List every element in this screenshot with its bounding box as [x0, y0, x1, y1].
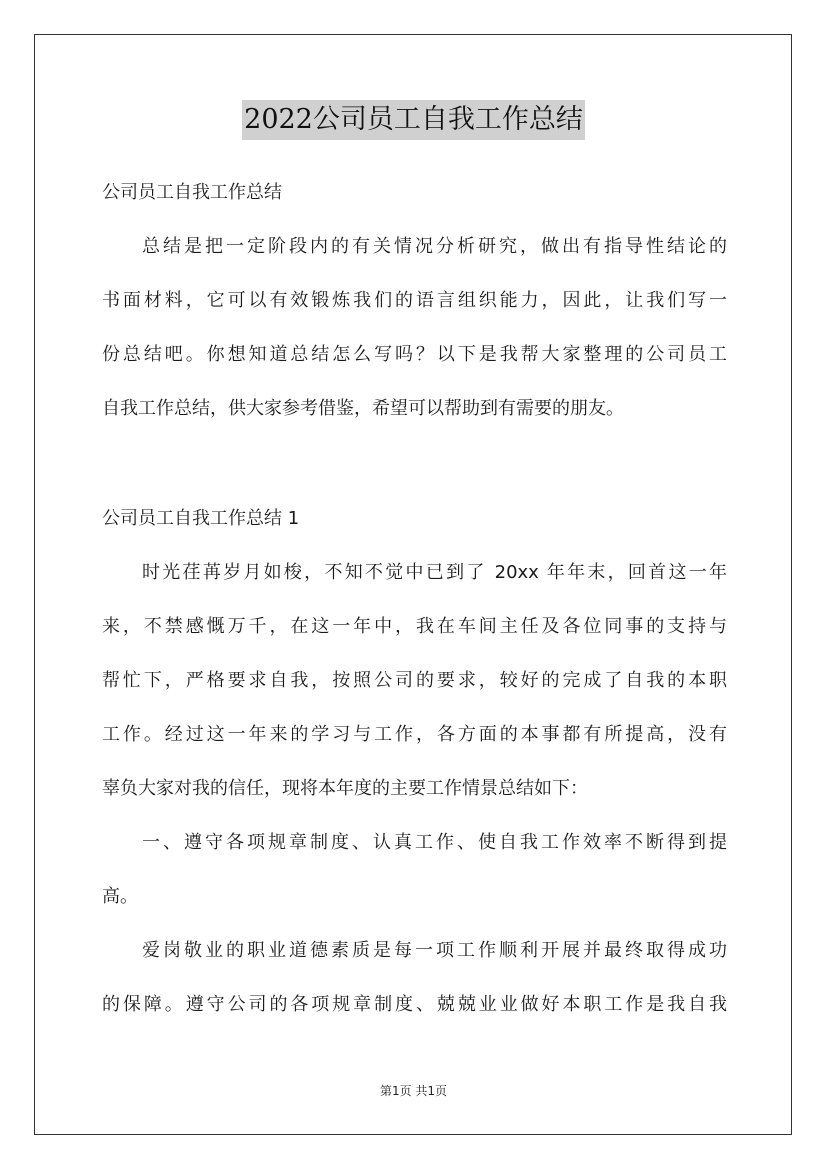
intro-line-2: 书面材料，它可以有效锻炼我们的语言组织能力，因此，让我们写一 [102, 290, 727, 311]
document-title: 2022公司员工自我工作总结 [242, 100, 585, 140]
paragraph1-line-4: 工作。经过这一年来的学习与工作，各方面的本事都有所提高，没有 [102, 724, 727, 745]
section-heading: 公司员工自我工作总结 1 [102, 508, 300, 529]
item1-line-1: 一、遵守各项规章制度、认真工作、使自我工作效率不断得到提 [142, 832, 727, 853]
document-subtitle: 公司员工自我工作总结 [102, 182, 282, 203]
paragraph1-line-3: 帮忙下，严格要求自我，按照公司的要求，较好的完成了自我的本职 [102, 670, 727, 691]
paragraph1-line-5: 辜负大家对我的信任，现将本年度的主要工作情景总结如下： [102, 778, 588, 799]
intro-line-1: 总结是把一定阶段内的有关情况分析研究，做出有指导性结论的 [142, 236, 727, 257]
paragraph1-line-2: 来，不禁感慨万千，在这一年中，我在车间主任及各位同事的支持与 [102, 616, 727, 637]
paragraph2-line-1: 爱岗敬业的职业道德素质是每一项工作顺利开展并最终取得成功 [142, 940, 727, 961]
page-number: 第1页 共1页 [379, 1084, 448, 1098]
title-container [0, 100, 827, 140]
item1-line-2: 高。 [102, 886, 138, 907]
intro-line-4: 自我工作总结，供大家参考借鉴，希望可以帮助到有需要的朋友。 [102, 398, 624, 419]
intro-line-3: 份总结吧。你想知道总结怎么写吗？以下是我帮大家整理的公司员工 [102, 344, 727, 365]
paragraph2-line-2: 的保障。遵守公司的各项规章制度、兢兢业业做好本职工作是我自我 [102, 994, 727, 1015]
paragraph1-line-1: 时光荏苒岁月如梭，不知不觉中已到了 20xx 年年末，回首这一年 [142, 562, 727, 583]
